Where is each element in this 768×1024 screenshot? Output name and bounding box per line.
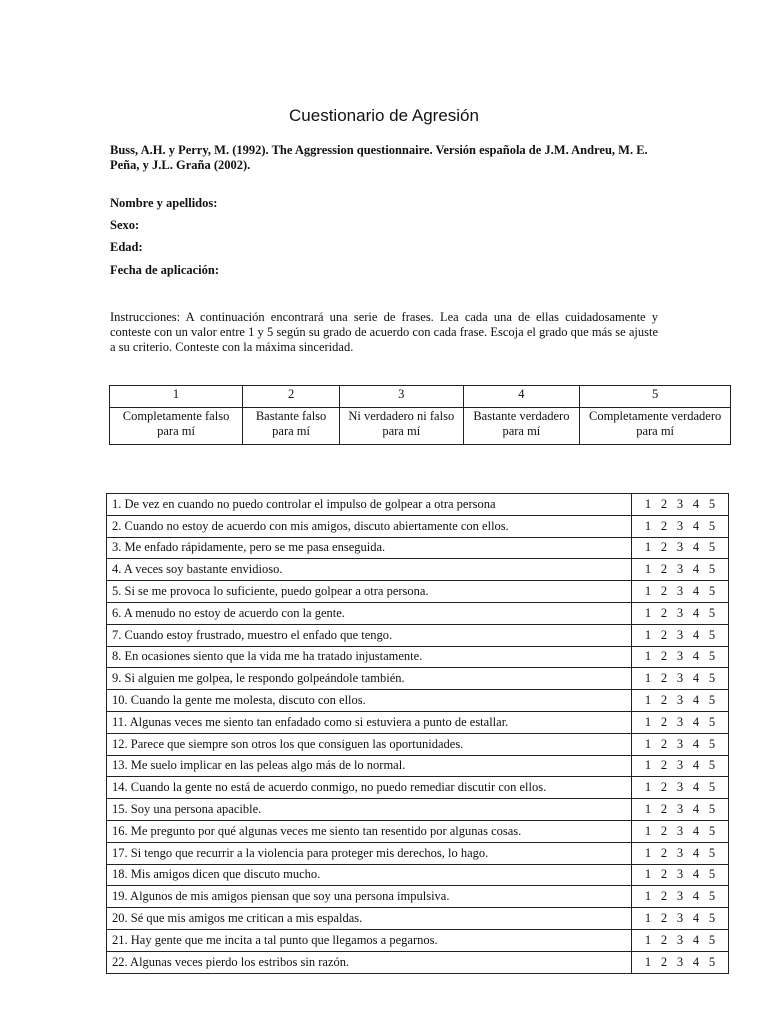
option-5[interactable]: 5 — [708, 758, 716, 773]
item-text: 14. Cuando la gente no está de acuerdo conmigo, no puedo remediar discutir con ellos. — [107, 777, 632, 799]
field-sex-label: Sexo: — [110, 218, 140, 232]
item-text: 22. Algunas veces pierdo los estribos sin razón. — [107, 951, 632, 973]
item-text: 1. De vez en cuando no puedo controlar el impulso de golpear a otra persona — [107, 494, 632, 516]
item-text: 15. Soy una persona apacible. — [107, 799, 632, 821]
option-1[interactable]: 1 — [644, 540, 652, 555]
option-3[interactable]: 3 — [676, 823, 684, 838]
item-options — [632, 908, 729, 930]
item-options — [632, 777, 729, 799]
option-1[interactable]: 1 — [644, 518, 652, 533]
scale-label: Completamente falso para mí — [110, 408, 243, 445]
option-4[interactable]: 4 — [692, 605, 700, 620]
option-4[interactable]: 4 — [692, 932, 700, 947]
item-row — [107, 602, 729, 624]
option-2[interactable]: 2 — [660, 758, 668, 773]
option-5[interactable]: 5 — [708, 823, 716, 838]
item-row — [107, 559, 729, 581]
option-4[interactable]: 4 — [692, 627, 700, 642]
option-2[interactable]: 2 — [660, 845, 668, 860]
item-row — [107, 581, 729, 603]
option-3[interactable]: 3 — [676, 736, 684, 751]
item-text: 10. Cuando la gente me molesta, discuto con ellos. — [107, 690, 632, 712]
item-text: 16. Me pregunto por qué algunas veces me siento tan resentido por algunas cosas. — [107, 820, 632, 842]
option-2[interactable]: 2 — [660, 823, 668, 838]
option-1[interactable]: 1 — [644, 736, 652, 751]
item-options — [632, 820, 729, 842]
option-3[interactable]: 3 — [676, 605, 684, 620]
item-text: 11. Algunas veces me siento tan enfadado como si estuviera a punto de estallar. — [107, 711, 632, 733]
option-3[interactable]: 3 — [676, 671, 684, 686]
item-text: 8. En ocasiones siento que la vida me ha tratado injustamente. — [107, 646, 632, 668]
item-row — [107, 842, 729, 864]
option-3[interactable]: 3 — [676, 649, 684, 664]
scale-label-row — [110, 408, 731, 445]
option-2[interactable]: 2 — [660, 714, 668, 729]
option-5[interactable]: 5 — [708, 627, 716, 642]
item-row — [107, 494, 729, 516]
option-5[interactable]: 5 — [708, 671, 716, 686]
item-text: 21. Hay gente que me incita a tal punto que llegamos a pegarnos. — [107, 929, 632, 951]
option-5[interactable]: 5 — [708, 954, 716, 969]
item-options — [632, 951, 729, 973]
item-options — [632, 515, 729, 537]
option-1[interactable]: 1 — [644, 932, 652, 947]
option-4[interactable]: 4 — [692, 954, 700, 969]
item-options — [632, 581, 729, 603]
scale-number: 2 — [243, 386, 340, 408]
item-options — [632, 668, 729, 690]
field-age-label: Edad: — [110, 240, 143, 254]
option-5[interactable]: 5 — [708, 562, 716, 577]
item-options — [632, 690, 729, 712]
option-5[interactable]: 5 — [708, 496, 716, 511]
option-4[interactable]: 4 — [692, 562, 700, 577]
item-row — [107, 951, 729, 973]
scale-number-row — [110, 386, 731, 408]
item-options — [632, 537, 729, 559]
option-5[interactable]: 5 — [708, 911, 716, 926]
option-4[interactable]: 4 — [692, 845, 700, 860]
item-row — [107, 733, 729, 755]
option-1[interactable]: 1 — [644, 823, 652, 838]
option-1[interactable]: 1 — [644, 584, 652, 599]
item-options — [632, 842, 729, 864]
option-5[interactable]: 5 — [708, 518, 716, 533]
option-2[interactable]: 2 — [660, 671, 668, 686]
item-text: 7. Cuando estoy frustrado, muestro el enfado que tengo. — [107, 624, 632, 646]
option-1[interactable]: 1 — [644, 714, 652, 729]
option-4[interactable]: 4 — [692, 649, 700, 664]
item-row — [107, 864, 729, 886]
item-options — [632, 755, 729, 777]
item-row — [107, 908, 729, 930]
item-options — [632, 711, 729, 733]
option-4[interactable]: 4 — [692, 802, 700, 817]
scale-number: 5 — [580, 386, 731, 408]
option-2[interactable]: 2 — [660, 627, 668, 642]
item-options — [632, 929, 729, 951]
option-3[interactable]: 3 — [676, 911, 684, 926]
item-options — [632, 799, 729, 821]
option-5[interactable]: 5 — [708, 889, 716, 904]
option-3[interactable]: 3 — [676, 932, 684, 947]
option-2[interactable]: 2 — [660, 736, 668, 751]
option-3[interactable]: 3 — [676, 627, 684, 642]
option-5[interactable]: 5 — [708, 693, 716, 708]
option-4[interactable]: 4 — [692, 714, 700, 729]
option-2[interactable]: 2 — [660, 496, 668, 511]
item-row — [107, 515, 729, 537]
option-2[interactable]: 2 — [660, 911, 668, 926]
item-text: 19. Algunos de mis amigos piensan que soy una persona impulsiva. — [107, 886, 632, 908]
option-5[interactable]: 5 — [708, 802, 716, 817]
option-4[interactable]: 4 — [692, 518, 700, 533]
option-5[interactable]: 5 — [708, 649, 716, 664]
option-3[interactable]: 3 — [676, 540, 684, 555]
option-2[interactable]: 2 — [660, 540, 668, 555]
option-3[interactable]: 3 — [676, 889, 684, 904]
option-4[interactable]: 4 — [692, 671, 700, 686]
option-1[interactable]: 1 — [644, 693, 652, 708]
option-1[interactable]: 1 — [644, 671, 652, 686]
item-row — [107, 799, 729, 821]
option-4[interactable]: 4 — [692, 911, 700, 926]
option-3[interactable]: 3 — [676, 714, 684, 729]
option-2[interactable]: 2 — [660, 954, 668, 969]
item-options — [632, 559, 729, 581]
option-4[interactable]: 4 — [692, 584, 700, 599]
option-1[interactable]: 1 — [644, 562, 652, 577]
item-options — [632, 864, 729, 886]
option-4[interactable]: 4 — [692, 823, 700, 838]
option-5[interactable]: 5 — [708, 780, 716, 795]
option-1[interactable]: 1 — [644, 758, 652, 773]
item-text: 13. Me suelo implicar en las peleas algo más de lo normal. — [107, 755, 632, 777]
option-1[interactable]: 1 — [644, 627, 652, 642]
option-2[interactable]: 2 — [660, 693, 668, 708]
option-4[interactable]: 4 — [692, 780, 700, 795]
option-2[interactable]: 2 — [660, 584, 668, 599]
scale-number: 4 — [463, 386, 580, 408]
option-2[interactable]: 2 — [660, 780, 668, 795]
response-scale-table — [109, 385, 731, 445]
item-text: 6. A menudo no estoy de acuerdo con la gente. — [107, 602, 632, 624]
instructions: Instrucciones: A continuación encontrará una serie de frases. Lea cada una de ellas cuidadosamente y conteste con un valor entre 1 y 5 según su grado de acuerdo con cada frase. Escoja el grado que más se ajuste a su criterio. Conteste con la máxima sinceridad. — [110, 310, 658, 354]
option-2[interactable]: 2 — [660, 802, 668, 817]
item-row — [107, 755, 729, 777]
item-row — [107, 537, 729, 559]
field-date-label: Fecha de aplicación: — [110, 263, 220, 277]
option-1[interactable]: 1 — [644, 889, 652, 904]
option-3[interactable]: 3 — [676, 867, 684, 882]
item-options — [632, 886, 729, 908]
option-5[interactable]: 5 — [708, 540, 716, 555]
option-1[interactable]: 1 — [644, 496, 652, 511]
item-options — [632, 494, 729, 516]
option-2[interactable]: 2 — [660, 562, 668, 577]
item-text: 5. Si se me provoca lo suficiente, puedo golpear a otra persona. — [107, 581, 632, 603]
option-3[interactable]: 3 — [676, 518, 684, 533]
option-4[interactable]: 4 — [692, 867, 700, 882]
option-1[interactable]: 1 — [644, 649, 652, 664]
item-text: 2. Cuando no estoy de acuerdo con mis amigos, discuto abiertamente con ellos. — [107, 515, 632, 537]
option-4[interactable]: 4 — [692, 758, 700, 773]
option-4[interactable]: 4 — [692, 540, 700, 555]
option-5[interactable]: 5 — [708, 932, 716, 947]
option-5[interactable]: 5 — [708, 867, 716, 882]
item-row — [107, 820, 729, 842]
scale-label: Bastante verdadero para mí — [463, 408, 580, 445]
item-options — [632, 733, 729, 755]
scale-number: 3 — [340, 386, 463, 408]
item-options — [632, 624, 729, 646]
option-5[interactable]: 5 — [708, 605, 716, 620]
item-text: 3. Me enfado rápidamente, pero se me pasa enseguida. — [107, 537, 632, 559]
item-row — [107, 690, 729, 712]
item-text: 17. Si tengo que recurrir a la violencia para proteger mis derechos, lo hago. — [107, 842, 632, 864]
option-2[interactable]: 2 — [660, 605, 668, 620]
page-title: Cuestionario de Agresión — [289, 106, 479, 125]
item-text: 4. A veces soy bastante envidioso. — [107, 559, 632, 581]
item-row — [107, 668, 729, 690]
item-row — [107, 886, 729, 908]
option-5[interactable]: 5 — [708, 584, 716, 599]
option-1[interactable]: 1 — [644, 845, 652, 860]
option-3[interactable]: 3 — [676, 758, 684, 773]
option-1[interactable]: 1 — [644, 911, 652, 926]
option-3[interactable]: 3 — [676, 584, 684, 599]
option-3[interactable]: 3 — [676, 954, 684, 969]
option-2[interactable]: 2 — [660, 889, 668, 904]
scale-number: 1 — [110, 386, 243, 408]
option-4[interactable]: 4 — [692, 889, 700, 904]
option-1[interactable]: 1 — [644, 954, 652, 969]
option-2[interactable]: 2 — [660, 649, 668, 664]
option-1[interactable]: 1 — [644, 780, 652, 795]
item-options — [632, 646, 729, 668]
option-3[interactable]: 3 — [676, 845, 684, 860]
item-text: 12. Parece que siempre son otros los que consiguen las oportunidades. — [107, 733, 632, 755]
item-row — [107, 624, 729, 646]
scale-label: Ni verdadero ni falso para mí — [340, 408, 463, 445]
option-3[interactable]: 3 — [676, 693, 684, 708]
item-row — [107, 929, 729, 951]
scale-label: Bastante falso para mí — [243, 408, 340, 445]
option-1[interactable]: 1 — [644, 802, 652, 817]
item-text: 20. Sé que mis amigos me critican a mis espaldas. — [107, 908, 632, 930]
option-2[interactable]: 2 — [660, 932, 668, 947]
citation: Buss, A.H. y Perry, M. (1992). The Aggression questionnaire. Versión española de J.M. Andreu, M. E. Peña, y J.L. Graña (2002). — [110, 143, 648, 172]
item-row — [107, 777, 729, 799]
item-row — [107, 646, 729, 668]
option-5[interactable]: 5 — [708, 714, 716, 729]
field-name-label: Nombre y apellidos: — [110, 196, 218, 210]
option-3[interactable]: 3 — [676, 780, 684, 795]
option-5[interactable]: 5 — [708, 736, 716, 751]
option-1[interactable]: 1 — [644, 867, 652, 882]
questionnaire-items-table — [106, 493, 729, 974]
option-4[interactable]: 4 — [692, 496, 700, 511]
item-row — [107, 711, 729, 733]
option-3[interactable]: 3 — [676, 802, 684, 817]
option-2[interactable]: 2 — [660, 867, 668, 882]
option-4[interactable]: 4 — [692, 736, 700, 751]
item-text: 9. Si alguien me golpea, le respondo golpeándole también. — [107, 668, 632, 690]
option-1[interactable]: 1 — [644, 605, 652, 620]
option-3[interactable]: 3 — [676, 496, 684, 511]
option-4[interactable]: 4 — [692, 693, 700, 708]
scale-label: Completamente verdadero para mí — [580, 408, 731, 445]
option-5[interactable]: 5 — [708, 845, 716, 860]
item-options — [632, 602, 729, 624]
item-text: 18. Mis amigos dicen que discuto mucho. — [107, 864, 632, 886]
option-2[interactable]: 2 — [660, 518, 668, 533]
option-3[interactable]: 3 — [676, 562, 684, 577]
